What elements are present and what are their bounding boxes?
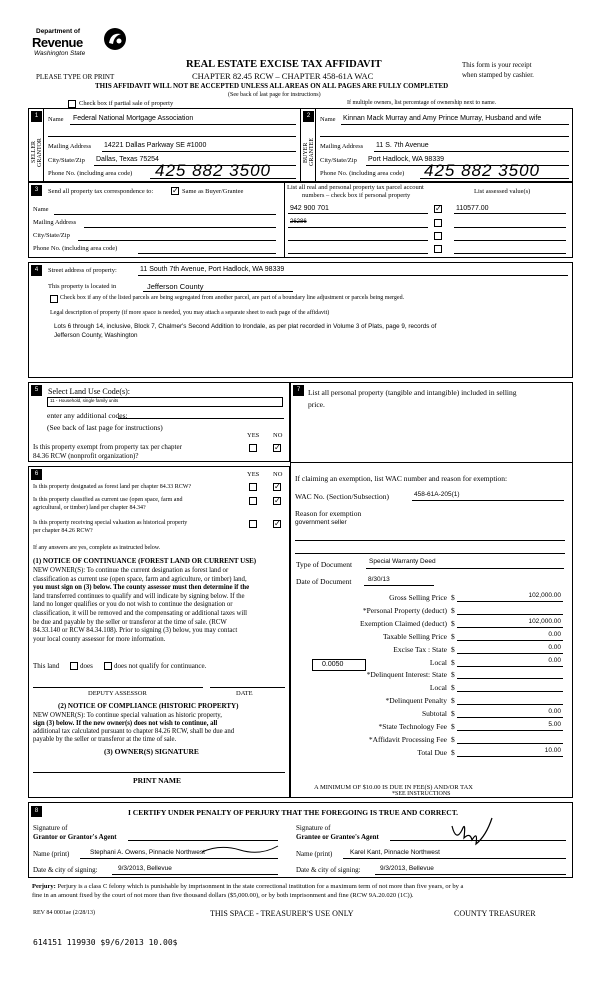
- notice1-line: you must sign on (3) below. The county assessor must then determine if the: [33, 584, 250, 592]
- seller-name-label: Name: [48, 116, 64, 123]
- legal-line-2[interactable]: Jefferson County, Washington: [54, 332, 138, 339]
- notice1-line: land no longer qualifies or you do not wish to continue the designation or: [33, 601, 233, 609]
- tax-row-underline: [457, 743, 563, 744]
- tax-row-underline: [457, 691, 563, 692]
- buyer-mailing-value[interactable]: 11 S. 7th Avenue: [376, 142, 429, 149]
- tax-row-value[interactable]: 10.00: [544, 747, 561, 754]
- section-2-number: 2: [303, 111, 314, 122]
- same-as-buyer-checkbox[interactable]: ✓: [172, 186, 179, 195]
- tax-row-label: Local: [429, 683, 447, 692]
- tax-row-underline: [457, 730, 563, 731]
- street-value[interactable]: 11 South 7th Avenue, Port Hadlock, WA 98339: [140, 266, 285, 273]
- parcel-header-2: numbers – check box if personal property: [302, 192, 411, 199]
- tax-row-label: Subtotal: [421, 709, 447, 718]
- treasurer-space: THIS SPACE - TREASURER'S USE ONLY: [210, 909, 354, 918]
- land-use-label: Select Land Use Code(s):: [48, 387, 130, 396]
- tax-row-underline: [457, 666, 563, 667]
- does-not-checkbox[interactable]: [104, 662, 112, 670]
- segregated-label: Check box if any of the listed parcels are being segregated from another parcel, are part of a boundary line adjustment or parcels being merged.: [60, 295, 405, 301]
- tax-row-value[interactable]: 0.00: [548, 631, 561, 638]
- warning-text: THIS AFFIDAVIT WILL NOT BE ACCEPTED UNLESS ALL AREAS ON ALL PAGES ARE FULLY COMPLETED: [95, 82, 449, 90]
- same-as-buyer-label: Same as Buyer/Grantee: [182, 188, 244, 195]
- tax-row-underline: [457, 756, 563, 757]
- corr-city-label: City/State/Zip: [33, 232, 70, 239]
- historic-question-1: Is this property receiving special valuation as historical property: [33, 520, 188, 526]
- section-8-number: 8: [31, 806, 42, 817]
- tax-row-label: Exemption Claimed (deduct): [359, 619, 447, 628]
- tax-row-label: Local: [429, 658, 447, 667]
- corr-name-label: Name: [33, 206, 49, 213]
- personal-property-label-2: price.: [308, 400, 325, 409]
- notice1-line: your local county assessor for more information.: [33, 635, 166, 643]
- grantor-agent-label: Grantor or Grantor's Agent: [33, 833, 117, 841]
- tax-row-value[interactable]: 0.00: [548, 644, 561, 651]
- certify-text: I CERTIFY UNDER PENALTY OF PERJURY THAT THE FOREGOING IS TRUE AND CORRECT.: [128, 808, 459, 817]
- partial-sale-label: Check box if partial sale of property: [79, 100, 174, 107]
- exempt-no-checkbox[interactable]: ✓: [274, 443, 281, 452]
- tax-row-label: Excise Tax : State: [393, 645, 447, 654]
- tax-row-label: *Affidavit Processing Fee: [368, 735, 447, 744]
- buyer-city-value[interactable]: Port Hadlock, WA 98339: [368, 156, 445, 163]
- notice1-line: classification as current use (open space, farm and agriculture, or timber) land,: [33, 575, 247, 583]
- land-use-code-value[interactable]: 11 - Household, single family units: [50, 398, 119, 403]
- tax-row-dollar: $: [451, 593, 455, 602]
- grantee-name-value[interactable]: Karel Kant, Pinnacle Northwest: [350, 849, 440, 856]
- county-value[interactable]: Jefferson County: [147, 282, 204, 291]
- parcel-4-personal-checkbox[interactable]: [434, 245, 442, 253]
- reason-value[interactable]: government seller: [295, 519, 347, 526]
- buyer-name-label: Name: [320, 116, 336, 123]
- does-not-label: does not qualify for continuance.: [114, 662, 207, 670]
- buyer-phone-handwritten[interactable]: 425 882 3500: [424, 161, 540, 180]
- tax-row-underline: [457, 640, 563, 641]
- seller-phone-handwritten[interactable]: 425 882 3500: [155, 161, 271, 180]
- segregated-checkbox[interactable]: [50, 295, 58, 303]
- doc-date-label: Date of Document: [296, 577, 352, 586]
- grantor-signature-scribble[interactable]: [200, 842, 280, 858]
- see-back-text: (See back of last page for instructions): [228, 92, 321, 98]
- s6-yes-header: YES: [247, 471, 260, 478]
- tax-row-dollar: $: [451, 696, 455, 705]
- current-use-question-1: Is this property classified as current use (open space, farm and: [33, 497, 183, 503]
- parcel-1-value[interactable]: 942 900 701: [290, 205, 329, 212]
- doc-type-value[interactable]: Special Warranty Deed: [369, 558, 436, 565]
- logo-dept: Department of: [36, 28, 81, 35]
- current-use-question-2: agricultural, or timber) land per chapter 84.34?: [33, 505, 146, 511]
- s5-no-header: NO: [273, 432, 283, 439]
- tax-row-value[interactable]: 5.00: [548, 721, 561, 728]
- form-title: REAL ESTATE EXCISE TAX AFFIDAVIT: [186, 59, 382, 70]
- notice-compliance-body: [33, 712, 234, 744]
- assessor-date-label: DATE: [236, 690, 253, 697]
- buyer-phone-label: Phone No. (including area code): [320, 170, 405, 177]
- if-any-yes: If any answers are yes, complete as instructed below.: [33, 545, 161, 551]
- assessed-1-value[interactable]: 110577.00: [456, 205, 489, 212]
- tax-row-value[interactable]: 102,000.00: [528, 592, 561, 599]
- notice-continuance-body: [33, 567, 249, 644]
- grantee-date-label: Date & city of signing:: [296, 866, 361, 874]
- tax-row-dollar: $: [451, 683, 455, 692]
- tax-row-underline: [457, 627, 563, 628]
- tax-row-underline: [457, 653, 563, 654]
- perjury-bold: Perjury:: [32, 883, 56, 890]
- notice1-line: 84.33.140 or RCW 84.34.108). Prior to signing (3) below, you may contact: [33, 627, 238, 635]
- exemption-label: If claiming an exemption, list WAC number and reason for exemption:: [295, 474, 508, 483]
- grantor-name-value[interactable]: Stephani A. Owens, Pinnacle Northwest: [90, 849, 205, 856]
- notice-continuance-title: (1) NOTICE OF CONTINUANCE (FOREST LAND OR CURRENT USE): [33, 557, 257, 565]
- parcel-2-personal-checkbox[interactable]: [434, 219, 442, 227]
- wac-label: WAC No. (Section/Subsection): [295, 492, 389, 501]
- tax-row-dollar: $: [451, 658, 455, 667]
- section-3-number: 3: [31, 185, 42, 196]
- tax-row-label: Gross Selling Price: [389, 593, 447, 602]
- multiple-owners-note: If multiple owners, list percentage of ownership next to name.: [347, 100, 497, 106]
- grantee-signature-scribble[interactable]: [448, 812, 498, 848]
- tax-row-dollar: $: [451, 606, 455, 615]
- notice1-line: NEW OWNER(S): To continue the current designation as forest land or: [33, 567, 229, 574]
- tax-row-underline: [457, 678, 563, 679]
- section-4-box: [28, 262, 573, 378]
- local-rate-value[interactable]: 0.0050: [322, 661, 344, 668]
- partial-sale-checkbox[interactable]: [68, 100, 76, 108]
- tax-row-dollar: $: [451, 709, 455, 718]
- doc-type-label: Type of Document: [296, 560, 353, 569]
- perjury-line-2: fine in an amount fixed by the court of not more than five thousand dollars ($5,000.00), or by both imprisonment and fine (RCW 9A.20.020 (1C)).: [32, 892, 414, 899]
- reason-label: Reason for exemption: [295, 509, 362, 518]
- buyer-name-value[interactable]: Kinnan Mack Murray and Amy Prince Murray, Husband and wife: [343, 115, 542, 122]
- tax-row-value[interactable]: 0.00: [548, 657, 561, 664]
- send-correspondence-label: Send all property tax correspondence to:: [48, 188, 154, 195]
- exempt-yes-checkbox[interactable]: [249, 444, 257, 452]
- notice2-line: payable by the seller or transferor at the time of sale.: [33, 736, 177, 743]
- grantee-name-label: Name (print): [296, 850, 333, 858]
- owner-signature-label: (3) OWNER(S) SIGNATURE: [104, 747, 199, 756]
- historic-yes-checkbox[interactable]: [249, 520, 257, 528]
- logo: [30, 26, 130, 66]
- buyer-grantee-label: BUYER GRANTEE: [303, 138, 315, 167]
- grantor-date-label: Date & city of signing:: [33, 866, 98, 874]
- notice2-line: NEW OWNER(S): To continue special valuation as historic property,: [33, 712, 222, 719]
- tax-row-label: *State Technology Fee: [378, 722, 447, 731]
- tax-row-dollar: $: [451, 748, 455, 757]
- does-label: does: [80, 662, 93, 670]
- tax-row-dollar: $: [451, 735, 455, 744]
- tax-row-underline: [457, 704, 563, 705]
- additional-codes-label: enter any additional codes:: [47, 411, 128, 420]
- seller-city-value[interactable]: Dallas, Texas 75254: [96, 156, 159, 163]
- tax-row-label: Taxable Selling Price: [382, 632, 447, 641]
- does-checkbox[interactable]: [70, 662, 78, 670]
- minimum-due-notice: A MINIMUM OF $10.00 IS DUE IN FEE(S) AND/OR TAX: [314, 784, 473, 791]
- seller-mailing-label: Mailing Address: [48, 143, 92, 150]
- current-use-yes-checkbox[interactable]: [249, 497, 257, 505]
- tax-row-label: *Personal Property (deduct): [362, 606, 447, 615]
- located-label: This property is located in: [48, 283, 117, 290]
- notice2-line: sign (3) below. If the new owner(s) does not wish to continue, all: [33, 720, 218, 727]
- tax-row-label: *Delinquent Penalty: [385, 696, 447, 705]
- wac-value[interactable]: 458-61A-205(1): [414, 491, 460, 498]
- current-use-no-checkbox[interactable]: ✓: [274, 496, 281, 505]
- logo-swirl-icon: [102, 26, 128, 52]
- grantor-name-label: Name (print): [33, 850, 70, 858]
- section-6-number: 6: [31, 469, 42, 480]
- tax-row-label: *Delinquent Interest: State: [366, 670, 447, 679]
- personal-property-label-1: List all personal property (tangible and intangible) included in selling: [308, 388, 517, 397]
- tax-row-underline: [457, 717, 563, 718]
- notice1-line: be due and payable by the seller or transferor at the time of sale. (RCW: [33, 618, 227, 626]
- land-use-see-back: (See back of last page for instructions): [47, 423, 163, 432]
- see-instructions-note: *SEE INSTRUCTIONS: [392, 791, 451, 797]
- legal-line-1[interactable]: Lots 6 through 14, inclusive, Block 7, Chalmer's Second Addition to Irondale, as per plat recorded in Volume 3 of Plats, page 9, records of: [54, 323, 437, 330]
- seller-phone-label: Phone No. (including area code): [48, 170, 133, 177]
- treasurer-stamp: 614151 119930 $9/6/2013 10.00$: [33, 938, 178, 947]
- grantor-sig-of: Signature of: [33, 824, 68, 832]
- exempt-question-2: 84.36 RCW (nonprofit organization)?: [33, 452, 139, 460]
- county-treasurer: COUNTY TREASURER: [454, 909, 536, 918]
- grantee-sig-of: Signature of: [296, 824, 331, 832]
- street-label: Street address of property:: [48, 267, 117, 274]
- tax-row-dollar: $: [451, 670, 455, 679]
- tax-row-value[interactable]: 102,000.00: [528, 618, 561, 625]
- grantee-date-value[interactable]: 9/3/2013, Bellevue: [380, 865, 434, 872]
- seller-name-value[interactable]: Federal National Mortgage Association: [73, 115, 194, 122]
- exempt-question-1: Is this property exempt from property tax per chapter: [33, 443, 182, 451]
- tax-row-label: Total Due: [417, 748, 447, 757]
- tax-row-value[interactable]: 0.00: [548, 708, 561, 715]
- historic-no-checkbox[interactable]: ✓: [274, 519, 281, 528]
- receipt-note-2: when stamped by cashier.: [462, 71, 534, 79]
- buyer-city-label: City/State/Zip: [320, 157, 357, 164]
- logo-revenue: Revenue: [32, 35, 83, 50]
- section-7-number: 7: [293, 385, 304, 396]
- parcel-1-personal-checkbox[interactable]: ✓: [435, 204, 442, 213]
- seller-grantor-label: SELLER GRANTOR: [31, 138, 43, 167]
- forest-no-checkbox[interactable]: ✓: [274, 482, 281, 491]
- grantor-date-value[interactable]: 9/3/2013, Bellevue: [118, 865, 172, 872]
- section-4-number: 4: [31, 265, 42, 276]
- this-land-label: This land: [33, 662, 60, 670]
- legal-label: Legal description of property (if more space is needed, you may attach a separate sheet to each page of the affidavit): [50, 310, 330, 316]
- receipt-note-1: This form is your receipt: [462, 61, 532, 69]
- print-name-label: PRINT NAME: [133, 776, 181, 785]
- parcel-2-struck-value[interactable]: 26286: [290, 219, 307, 225]
- tax-row-dollar: $: [451, 632, 455, 641]
- please-type: PLEASE TYPE OR PRINT: [36, 73, 115, 81]
- corr-phone-label: Phone No. (including area code): [33, 245, 118, 252]
- buyer-mailing-label: Mailing Address: [320, 143, 364, 150]
- forest-question: Is this property designated as forest land per chapter 84.33 RCW?: [33, 484, 192, 490]
- section-5-number: 5: [31, 385, 42, 396]
- section-1-number: 1: [31, 111, 42, 122]
- notice2-line: additional tax calculated pursuant to chapter 84.26 RCW, shall be due and: [33, 728, 235, 735]
- doc-date-value[interactable]: 8/30/13: [368, 576, 390, 583]
- logo-state: Washington State: [34, 50, 86, 57]
- parcel-header-1: List all real and personal property tax parcel account: [287, 184, 424, 191]
- notice1-line: classification, it will be removed and the compensating or additional taxes will: [33, 609, 248, 617]
- notice-compliance-title: (2) NOTICE OF COMPLIANCE (HISTORIC PROPERTY): [58, 702, 239, 710]
- s6-no-header: NO: [273, 471, 283, 478]
- grantee-agent-label: Grantee or Grantee's Agent: [296, 833, 379, 841]
- tax-row-underline: [457, 614, 563, 615]
- perjury-line-1: Perjury is a class C felony which is punishable by imprisonment in the state correctional institution for a maximum term of not more than five years, or by a: [57, 883, 464, 890]
- perjury-notice: [32, 882, 463, 900]
- tax-row-underline: [457, 601, 563, 602]
- rev-number: REV 84 0001ae (2/28/13): [33, 910, 96, 916]
- seller-city-label: City/State/Zip: [48, 157, 85, 164]
- notice1-line: land transferred continues to qualify and will indicate by signing below. If the: [33, 592, 245, 600]
- tax-row-dollar: $: [451, 645, 455, 654]
- form-subtitle: CHAPTER 82.45 RCW – CHAPTER 458-61A WAC: [192, 71, 374, 81]
- tax-row-dollar: $: [451, 619, 455, 628]
- forest-yes-checkbox[interactable]: [249, 483, 257, 491]
- tax-row-dollar: $: [451, 722, 455, 731]
- parcel-3-personal-checkbox[interactable]: [434, 232, 442, 240]
- historic-question-2: per chapter 84.26 RCW?: [33, 528, 93, 534]
- assessed-header: List assessed value(s): [474, 188, 531, 195]
- corr-mailing-label: Mailing Address: [33, 219, 77, 226]
- seller-mailing-value[interactable]: 14221 Dallas Parkway SE #1000: [104, 142, 207, 149]
- s5-yes-header: YES: [247, 432, 260, 439]
- deputy-assessor-label: DEPUTY ASSESSOR: [88, 690, 147, 697]
